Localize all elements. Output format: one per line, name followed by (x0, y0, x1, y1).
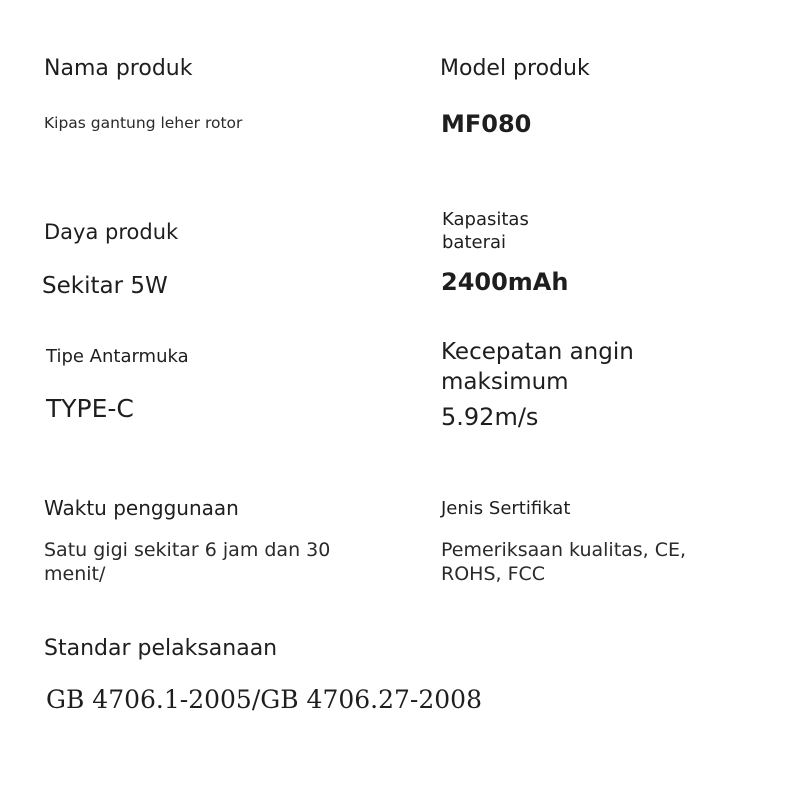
product-model-label: Model produk (440, 56, 590, 81)
usage-time-value: Satu gigi sekitar 6 jam dan 30 menit/ (44, 539, 331, 585)
implementation-standard-value: GB 4706.1-2005/GB 4706.27-2008 (46, 685, 482, 714)
battery-capacity-value: 2400mAh (441, 268, 569, 296)
max-wind-speed-label: Kecepatan angin maksimum (441, 339, 634, 395)
certificate-type-value: Pemeriksaan kualitas, CE, ROHS, FCC (441, 539, 687, 585)
product-power-label: Daya produk (44, 220, 179, 244)
product-model-value: MF080 (441, 110, 532, 138)
product-power-value: Sekitar 5W (42, 273, 168, 299)
implementation-standard-label: Standar pelaksanaan (44, 636, 278, 661)
product-name-label: Nama produk (44, 56, 193, 81)
certificate-type-label: Jenis Sertifikat (441, 498, 571, 519)
interface-type-label: Tipe Antarmuka (46, 346, 189, 367)
usage-time-label: Waktu penggunaan (44, 496, 239, 520)
product-name-value: Kipas gantung leher rotor (44, 114, 243, 132)
interface-type-value: TYPE-C (46, 394, 134, 423)
battery-capacity-label: Kapasitas baterai (442, 209, 529, 254)
max-wind-speed-value: 5.92m/s (441, 403, 539, 431)
